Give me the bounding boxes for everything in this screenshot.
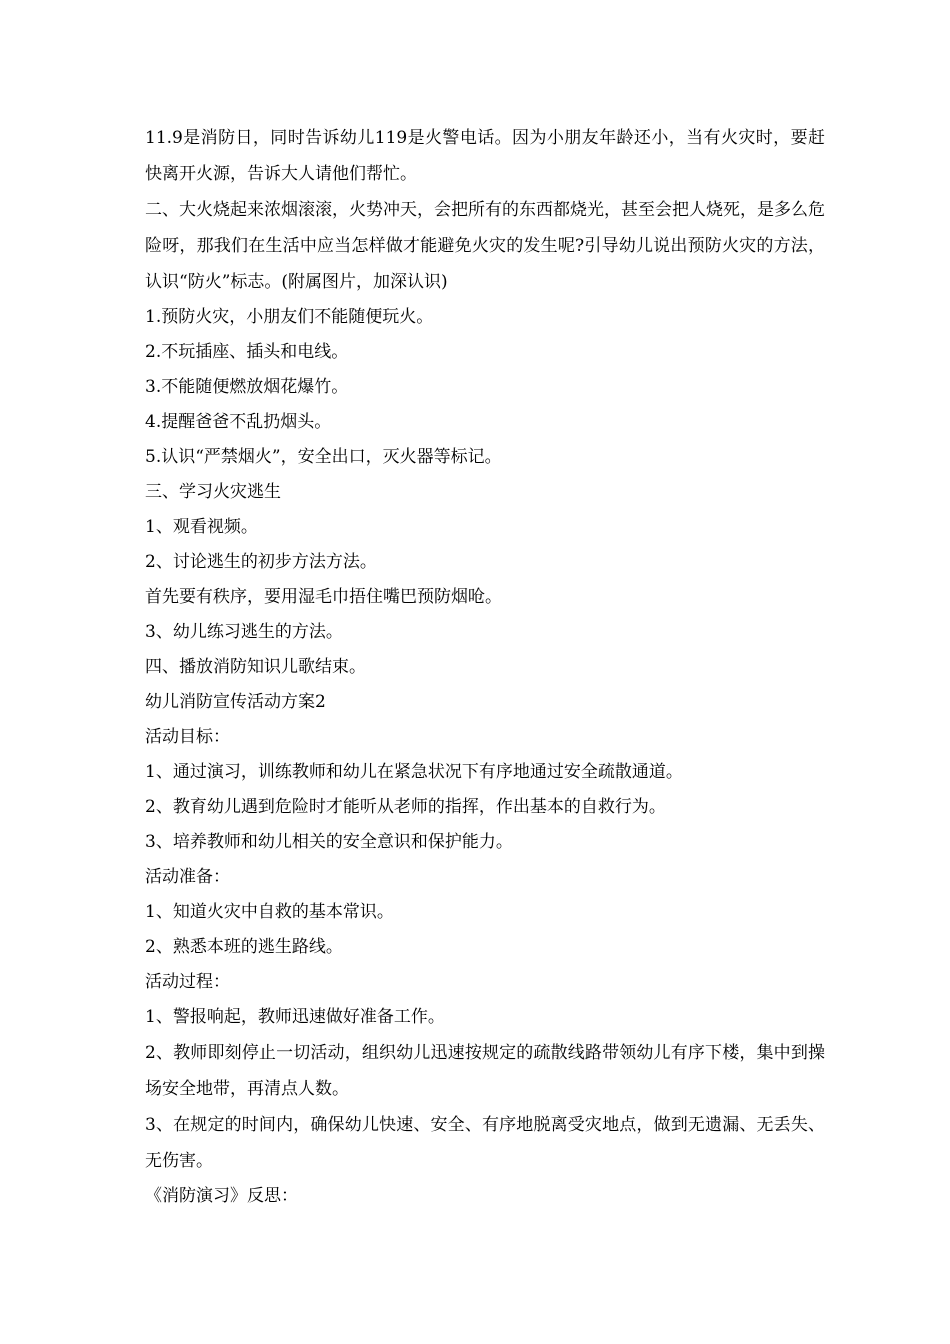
list-item-prep-1: 1、知道火灾中自救的基本常识。 [145,902,394,922]
paragraph-escape-note: 首先要有秩序，要用湿毛巾捂住嘴巴预防烟呛。 [145,587,502,607]
plan-title-2: 幼儿消防宣传活动方案2 [145,692,326,712]
list-item-goal-1: 1、通过演习，训练教师和幼儿在紧急状况下有序地通过安全疏散通道。 [145,762,683,782]
list-item-prevent-2: 2.不玩插座、插头和电线。 [145,342,349,362]
list-item-goal-3: 3、培养教师和幼儿相关的安全意识和保护能力。 [145,832,513,852]
list-item-process-2: 2、教师即刻停止一切活动，组织幼儿迅速按规定的疏散线路带领幼儿有序下楼，集中到操场安全地带，再清点人数。 [145,1043,825,1099]
heading-activity-goals: 活动目标： [145,727,230,747]
list-item-prevent-1: 1.预防火灾，小朋友们不能随便玩火。 [145,307,434,327]
section-heading-three: 三、学习火灾逃生 [145,482,281,502]
list-item-escape-2: 2、讨论逃生的初步方法方法。 [145,552,377,572]
list-item-escape-1: 1、观看视频。 [145,517,258,537]
list-item-prep-2: 2、熟悉本班的逃生路线。 [145,937,343,957]
list-item-escape-3: 3、幼儿练习逃生的方法。 [145,622,343,642]
list-item-process-1: 1、警报响起，教师迅速做好准备工作。 [145,1007,445,1027]
heading-activity-prep: 活动准备： [145,867,230,887]
list-item-prevent-5: 5.认识“严禁烟火”，安全出口，灭火器等标记。 [145,447,502,467]
section-heading-four: 四、播放消防知识儿歌结束。 [145,657,366,677]
list-item-goal-2: 2、教育幼儿遇到危险时才能听从老师的指挥，作出基本的自救行为。 [145,797,666,817]
paragraph-section-two: 二、大火烧起来浓烟滚滚，火势冲天，会把所有的东西都烧光，甚至会把人烧死，是多么危险呀，那我们在生活中应当怎样做才能避免火灾的发生呢?引导幼儿说出预防火灾的方法，认识“防火”标志。(附属图片，加深认识) [145,200,825,292]
paragraph-fire-day-intro: 11.9是消防日，同时告诉幼儿119是火警电话。因为小朋友年龄还小，当有火灾时，要赶快离开火源，告诉大人请他们帮忙。 [145,128,825,184]
list-item-process-3: 3、在规定的时间内，确保幼儿快速、安全、有序地脱离受灾地点，做到无遗漏、无丢失、无伤害。 [145,1115,825,1171]
list-item-prevent-4: 4.提醒爸爸不乱扔烟头。 [145,412,332,432]
heading-activity-process: 活动过程： [145,972,230,992]
heading-drill-reflection: 《消防演习》反思： [145,1186,298,1206]
document-body [145,120,825,1214]
list-item-prevent-3: 3.不能随便燃放烟花爆竹。 [145,377,349,397]
